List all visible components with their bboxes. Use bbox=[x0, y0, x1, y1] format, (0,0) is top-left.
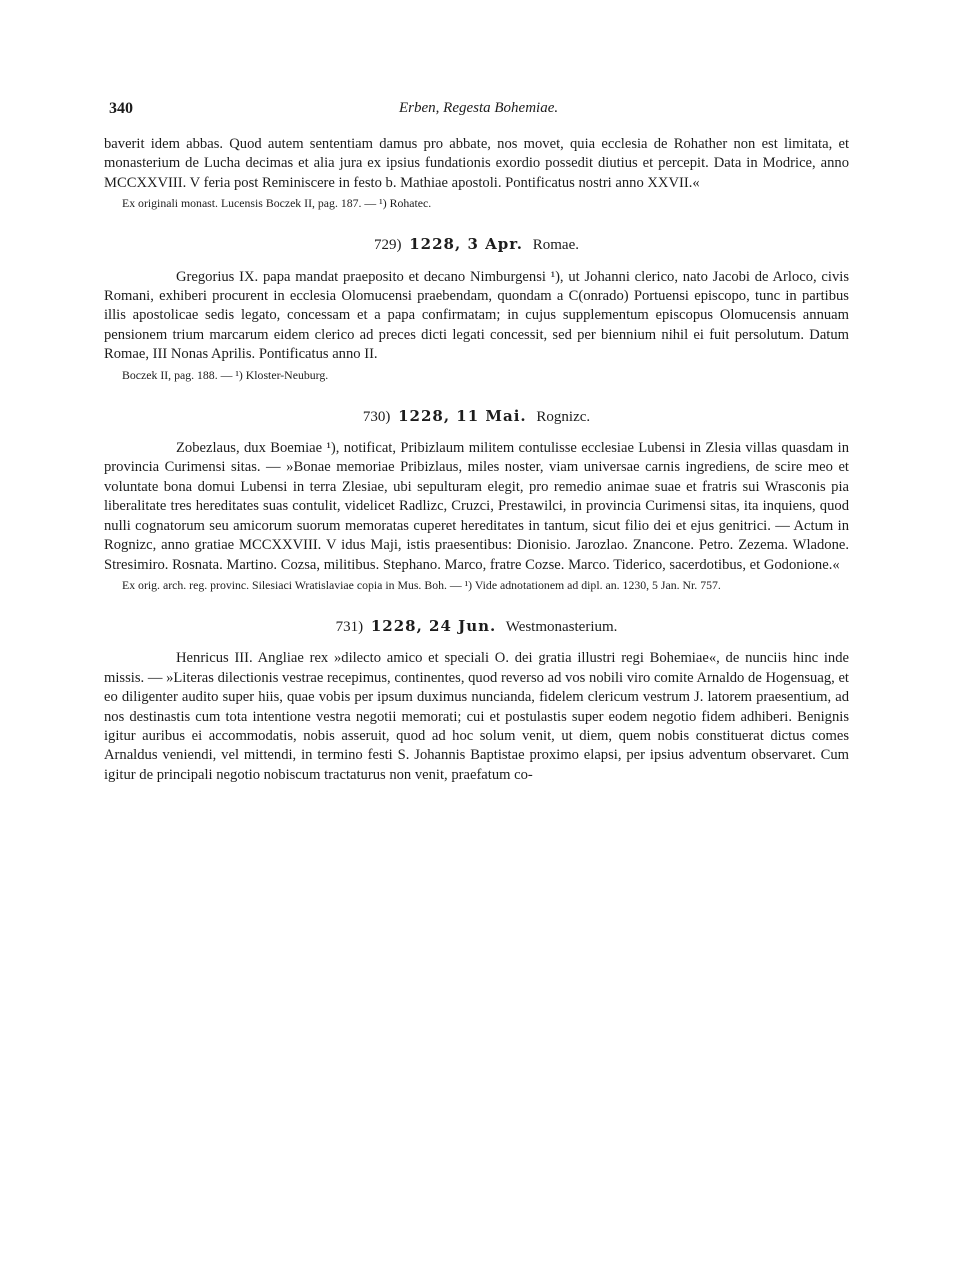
entry-729-text: Gregorius IX. papa mandat praeposito et decano Nimburgensi ¹), ut Johanni clerico, nato Jacobi de Arloco, civis Romani, exhiberi procurent in ecclesia Olomucensi praebendam, quondam a C(onrado) Portuensi episcopo, tunc in partibus illis apostolicae sedis legato, concessam et a papa confirmatam; in cujus supplementum episcopus Olomucensis annuam pensionem trium marcarum eidem clerico ad preces dicti legati concessit, sed per biennium nihil ei fuit persolutum. Datum Romae, III Nonas Aprilis. Pontificatus anno II. bbox=[104, 268, 849, 363]
continuation-paragraph: baverit idem abbas. Quod autem sententiam damus pro abbate, nos movet, quia ecclesia de Rohather non est limitata, et monasterium de Lucha decimas et alia jura ex ipsius fundationis exordio possedit diutius et percepit. Data in Modrice, anno MCCXXVIII. V feria post Reminiscere in festo b. Mathiae apostoli. Pontificatus nostri anno XXVII.« bbox=[104, 136, 849, 191]
running-title: Erben, Regesta Bohemiae. bbox=[399, 100, 559, 116]
entry-date: 1228, 3 Apr. bbox=[409, 235, 523, 254]
continuation-source-note: Ex originali monast. Lucensis Boczek II, pag. 187. — ¹) Rohatec. bbox=[122, 196, 432, 211]
entry-729-heading bbox=[104, 235, 849, 255]
entry-730-source-note: Ex orig. arch. reg. provinc. Silesiaci Wratislaviae copia in Mus. Boh. — ¹) Vide adnotationem ad dipl. an. 1230, 5 Jan. Nr. 757. bbox=[122, 577, 721, 592]
entry-date: 1228, 11 Mai. bbox=[398, 406, 527, 425]
entry-731-heading bbox=[104, 617, 849, 637]
entry-place: Romae. bbox=[532, 237, 579, 254]
entry-729-source-note: Boczek II, pag. 188. — ¹) Kloster-Neuburg. bbox=[122, 367, 329, 382]
entry-number: 729) bbox=[374, 237, 402, 254]
entry-number: 731) bbox=[335, 618, 364, 635]
entry-number: 730) bbox=[362, 408, 391, 425]
page-number: 340 bbox=[109, 100, 133, 117]
entry-place: Westmonasterium. bbox=[505, 618, 618, 635]
entry-730-text: Zobezlaus, dux Boemiae ¹), notificat, Pribizlaum militem contulisse ecclesiae Lubensi in Zlesia villas quasdam in provincia Curimensi sitas. — »Bonae memoriae Pribizlaus, miles noster, viam universae carnis ingrediens, de scire meo et voluntate bona domui Lubensi in terra Zlesiae, ubi sepulturam elegit, pro remedio animae suae et fratris sui Wrasconis pia liberalitate tres hereditates suas contulit, videlicet Radlizc, Cruzci, Prestawilci, in provincia Curimensi sitas, ita inquiens, quod nulli cognatorum seu amicorum suorum memoratas cuperet hereditates in tantum, sicut filio dei et ejus genitrici. — Actum in Rognizc, anno gratiae MCCXXVIII. V idus Maji, istis praesentibus: Dionisio. Jarozlao. Znancone. Petro. Zezema. Wladone. Stresimiro. Rosnata. Martino. Cozsa, militibus. Stephano. Marco, fratre Cozse. Marco. Tiderico, sacerdotibus, et Godonione.« bbox=[104, 440, 849, 573]
entry-731-text: Henricus III. Angliae rex »dilecto amico et speciali O. dei gratia illustri regi Bohemiae«, de nunciis hinc inde missis. — »Literas dilectionis vestrae recepimus, continentes, quod reverso ad vos nobili viro comite Arnaldo de Hogensuag, et eo diligenter audito super hiis, quae vobis per ipsum duximus nuncianda, fidelem clericum vestrum J. latorem praesentium, ad nos destinastis cum tota intentione vestra negotii memorati; cui et postulastis super eodem negotio fidem adhiberi. Benignis igitur auribus ei accommodatis, nobis asseruit, quod ad hoc solum venit, ut diem, quem nobis constituerat dictus comes Arnaldus veniendi, vel mittendi, in termino festi S. Johannis Baptistae proximo elapsi, per ipsius adventum observaret. Cum igitur de principali negotio nobiscum tractaturus non venit, praefatum co- bbox=[104, 650, 849, 783]
entry-730-heading bbox=[104, 407, 849, 427]
entry-date: 1228, 24 Jun. bbox=[370, 616, 497, 635]
running-head bbox=[104, 95, 849, 123]
document-page bbox=[104, 95, 849, 785]
entry-place: Rognizc. bbox=[536, 408, 591, 425]
